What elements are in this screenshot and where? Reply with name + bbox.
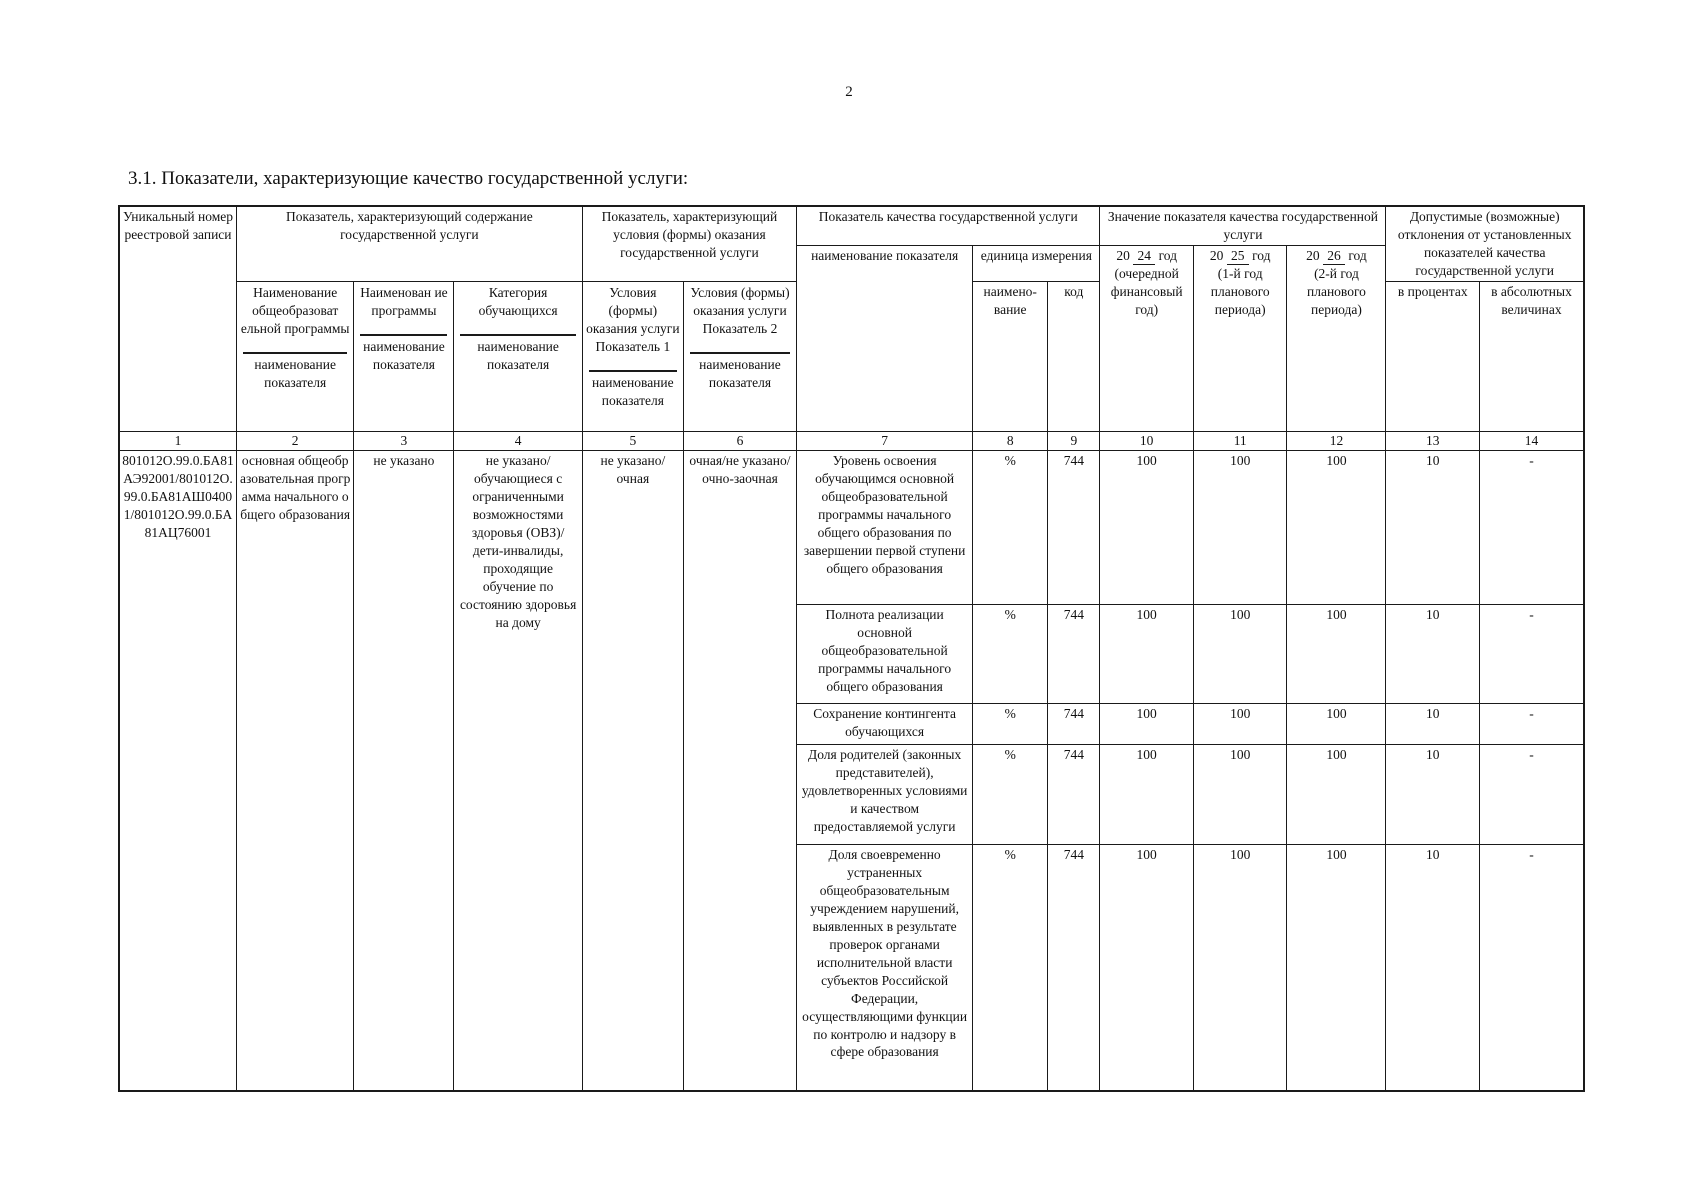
indicator-name: Доля родителей (законных представителей), удовлетворенных условиями и качеством предоставляемой услуги [797,745,973,845]
percent-value: 10 [1386,451,1480,605]
header-subcol-category [454,281,582,431]
column-number: 10 [1100,431,1194,450]
absolute-value: - [1479,605,1584,704]
code-cell: 744 [1048,745,1100,845]
header-allowed-deviation: Допустимые (возможные) отклонения от установленных показателей качества государственной услуги [1386,206,1584,281]
unit-cell: % [973,845,1048,1091]
year-3-number: 26 [1323,249,1345,265]
year-1-number: 24 [1133,249,1155,265]
header-content-indicator: Показатель, характеризующий содержание государственной услуги [236,206,582,281]
header-year-1 [1100,245,1194,431]
condition-2-cell: очная/не указано/ очно-заочная [683,451,796,1091]
column-number: 1 [119,431,236,450]
subcol-bottom: наименование показателя [477,338,559,372]
header-unit: единица измерения [973,245,1100,281]
year-1-value: 100 [1100,845,1194,1091]
quality-indicators-table [118,205,1585,1092]
header-unit-code: код [1048,281,1100,431]
absolute-value: - [1479,745,1584,845]
year-3-value: 100 [1287,745,1386,845]
header-year-3 [1287,245,1386,431]
year-2-prefix: 20 [1209,247,1224,263]
year-3-suffix: год [1348,247,1367,263]
percent-value: 10 [1386,845,1480,1091]
year-2-value: 100 [1193,605,1287,704]
year-3-value: 100 [1287,704,1386,745]
subcol-top: Условия (формы) оказания услуги Показатель 2 [690,284,790,336]
column-numbers-row [119,431,1584,450]
unit-cell: % [973,745,1048,845]
subcol-top: Наименован ие программы [360,284,448,318]
registry-number: 801012О.99.0.БА81АЭ92001/801012О.99.0.БА81АШ04001/801012О.99.0.БА81АЦ76001 [119,451,236,1091]
code-cell: 744 [1048,605,1100,704]
year-2-value: 100 [1193,451,1287,605]
year-1-desc: (очередной финансовый год) [1110,265,1183,317]
absolute-value: - [1479,845,1584,1091]
year-1-value: 100 [1100,451,1194,605]
indicator-name: Полнота реализации основной общеобразовательной программы начального общего образования [797,605,973,704]
column-number: 11 [1193,431,1287,450]
table-row [119,451,1584,605]
header-year-2 [1193,245,1287,431]
code-cell: 744 [1048,451,1100,605]
indicator-name: Сохранение контингента обучающихся [797,704,973,745]
subcol-bottom: наименование показателя [592,374,674,408]
header-unique-number: Уникальный номер реестровой записи [119,206,236,431]
percent-value: 10 [1386,605,1480,704]
header-in-percent: в процентах [1386,281,1480,431]
subcol-top: Наименование общеобразоват ельной программы [240,284,350,336]
column-number: 12 [1287,431,1386,450]
year-2-desc: (1-й год планового периода) [1210,265,1270,317]
year-3-value: 100 [1287,451,1386,605]
header-subcol-condition-2 [683,281,796,431]
subcol-top: Условия (формы) оказания услуги Показатель 1 [586,284,680,354]
code-cell: 744 [1048,704,1100,745]
year-3-value: 100 [1287,845,1386,1091]
column-number: 13 [1386,431,1480,450]
year-2-suffix: год [1252,247,1271,263]
header-in-absolute: в абсолютных величинах [1479,281,1584,431]
year-1-suffix: год [1158,247,1178,263]
percent-value: 10 [1386,704,1480,745]
column-number: 7 [797,431,973,450]
year-2-value: 100 [1193,745,1287,845]
column-number: 14 [1479,431,1584,450]
indicator-name: Уровень освоения обучающимся основной общеобразовательной программы начального общего образования по завершении первой ступени общего образования [797,451,973,605]
column-number: 6 [683,431,796,450]
category-cell: не указано/обучающиеся с ограниченными возможностями здоровья (ОВЗ)/ дети-инвалиды, проходящие обучение по состоянию здоровья на дому [454,451,582,1091]
code-cell: 744 [1048,845,1100,1091]
condition-1-cell: не указано/ очная [582,451,683,1091]
subcol-bottom: наименование показателя [363,338,445,372]
header-subcol-program [236,281,353,431]
year-2-value: 100 [1193,845,1287,1091]
section-title: 3.1. Показатели, характеризующие качество государственной услуги: [128,168,689,189]
column-number: 8 [973,431,1048,450]
header-indicator-name: наименование показателя [797,245,973,431]
year-2-number: 25 [1227,249,1249,265]
column-number: 9 [1048,431,1100,450]
column-number: 2 [236,431,353,450]
column-number: 5 [582,431,683,450]
year-1-value: 100 [1100,605,1194,704]
year-1-prefix: 20 [1116,247,1130,263]
header-subcol-program-name [354,281,454,431]
year-3-desc: (2-й год планового периода) [1306,265,1366,317]
percent-value: 10 [1386,745,1480,845]
subcol-top: Категория обучающихся [478,284,558,318]
header-unit-name: наимено-вание [973,281,1048,431]
subcol-bottom: наименование показателя [254,356,336,390]
header-quality-value: Значение показателя качества государственной услуги [1100,206,1386,245]
page-number: 2 [845,84,853,100]
indicator-name: Доля своевременно устраненных общеобразовательным учреждением нарушений, выявленных в результате проверок органами исполнительной власти субъектов Российской Федерации, осуществляющими функции по контролю и надзору в сфере образования [797,845,973,1091]
program-cell: основная общеобразовательная программа начального общего образования [236,451,353,1091]
absolute-value: - [1479,451,1584,605]
year-1-value: 100 [1100,704,1194,745]
column-number: 4 [454,431,582,450]
unit-cell: % [973,451,1048,605]
subcol-bottom: наименование показателя [699,356,781,390]
unit-cell: % [973,605,1048,704]
header-quality-indicator: Показатель качества государственной услуги [797,206,1100,245]
year-1-value: 100 [1100,745,1194,845]
unit-cell: % [973,704,1048,745]
year-3-value: 100 [1287,605,1386,704]
header-conditions-indicator: Показатель, характеризующий условия (формы) оказания государственной услуги [582,206,796,281]
header-subcol-condition-1 [582,281,683,431]
absolute-value: - [1479,704,1584,745]
year-2-value: 100 [1193,704,1287,745]
program-name-cell: не указано [354,451,454,1091]
column-number: 3 [354,431,454,450]
year-3-prefix: 20 [1306,247,1320,263]
